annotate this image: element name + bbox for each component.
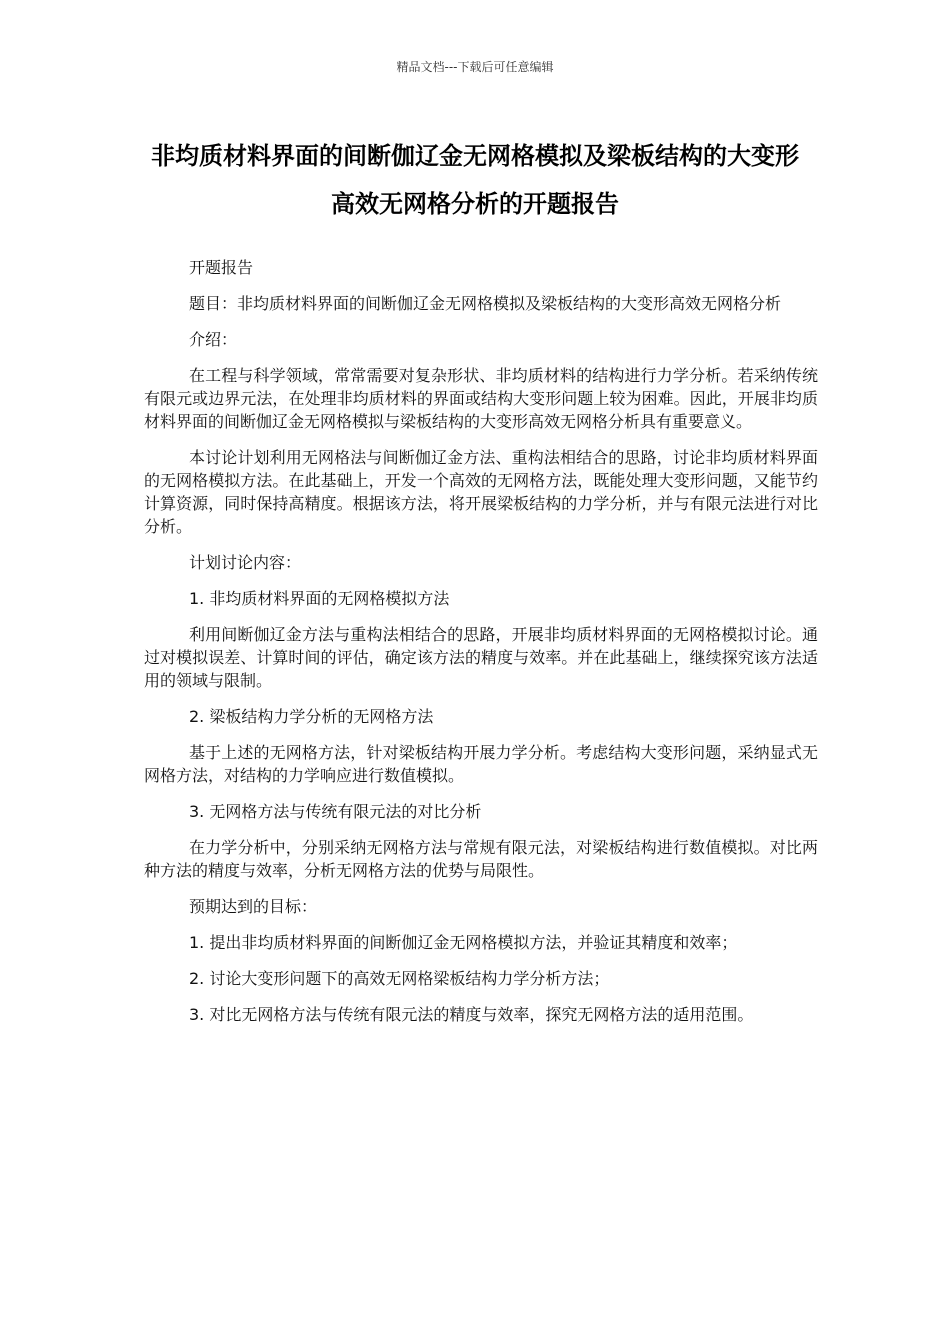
paragraph-goals-heading: 预期达到的目标：: [189, 897, 318, 916]
paragraph-item-1-body: 利用间断伽辽金方法与重构法相结合的思路，开展非均质材料界面的无网格模拟讨论。通过对模拟误差、计算时间的评估，确定该方法的精度与效率。并在此基础上，继续探究该方法适用的领域与限制。: [144, 625, 818, 690]
paragraph-plan-body: 本讨论计划利用无网格法与间断伽辽金方法、重构法相结合的思路，讨论非均质材料界面的无网格模拟方法。在此基础上，开发一个高效的无网格方法，既能处理大变形问题，又能节约计算资源，同时保持高精度。根据该方法，将开展梁板结构的力学分析，并与有限元法进行对比分析。: [144, 448, 818, 536]
paragraph-item-2-body: 基于上述的无网格方法，针对梁板结构开展力学分析。考虑结构大变形问题，采纳显式无网格方法，对结构的力学响应进行数值模拟。: [144, 743, 818, 785]
paragraph-goal-3: 3. 对比无网格方法与传统有限元法的精度与效率，探究无网格方法的适用范围。: [189, 1005, 754, 1024]
paragraph-topic: 题目：非均质材料界面的间断伽辽金无网格模拟及梁板结构的大变形高效无网格分析: [189, 294, 782, 313]
paragraph-item-3-heading: 3. 无网格方法与传统有限元法的对比分析: [189, 802, 482, 821]
paragraph-item-3-body: 在力学分析中，分别采纳无网格方法与常规有限元法，对梁板结构进行数值模拟。对比两种方法的精度与效率，分析无网格方法的优势与局限性。: [144, 838, 818, 880]
paragraph-item-2-heading: 2. 梁板结构力学分析的无网格方法: [189, 707, 434, 726]
document-title: 非均质材料界面的间断伽辽金无网格模拟及梁板结构的大变形高效无网格分析的开题报告: [151, 142, 799, 218]
paragraph-item-1-heading: 1. 非均质材料界面的无网格模拟方法: [189, 589, 450, 608]
paragraph-goal-2: 2. 讨论大变形问题下的高效无网格梁板结构力学分析方法；: [189, 969, 610, 988]
paragraph-report-label: 开题报告: [189, 258, 254, 277]
paragraph-intro-heading: 介绍：: [189, 330, 238, 349]
paragraph-content-heading: 计划讨论内容：: [189, 553, 302, 572]
paragraph-intro-body: 在工程与科学领域，常常需要对复杂形状、非均质材料的结构进行力学分析。若采纳传统有限元或边界元法，在处理非均质材料的界面或结构大变形问题上较为困难。因此，开展非均质材料界面的间断伽辽金无网格模拟与梁板结构的大变形高效无网格分析具有重要意义。: [144, 366, 818, 431]
paragraph-goal-1: 1. 提出非均质材料界面的间断伽辽金无网格模拟方法，并验证其精度和效率；: [189, 933, 738, 952]
header-note: 精品文档---下载后可任意编辑: [396, 60, 554, 74]
document-body: [144, 256, 818, 1039]
